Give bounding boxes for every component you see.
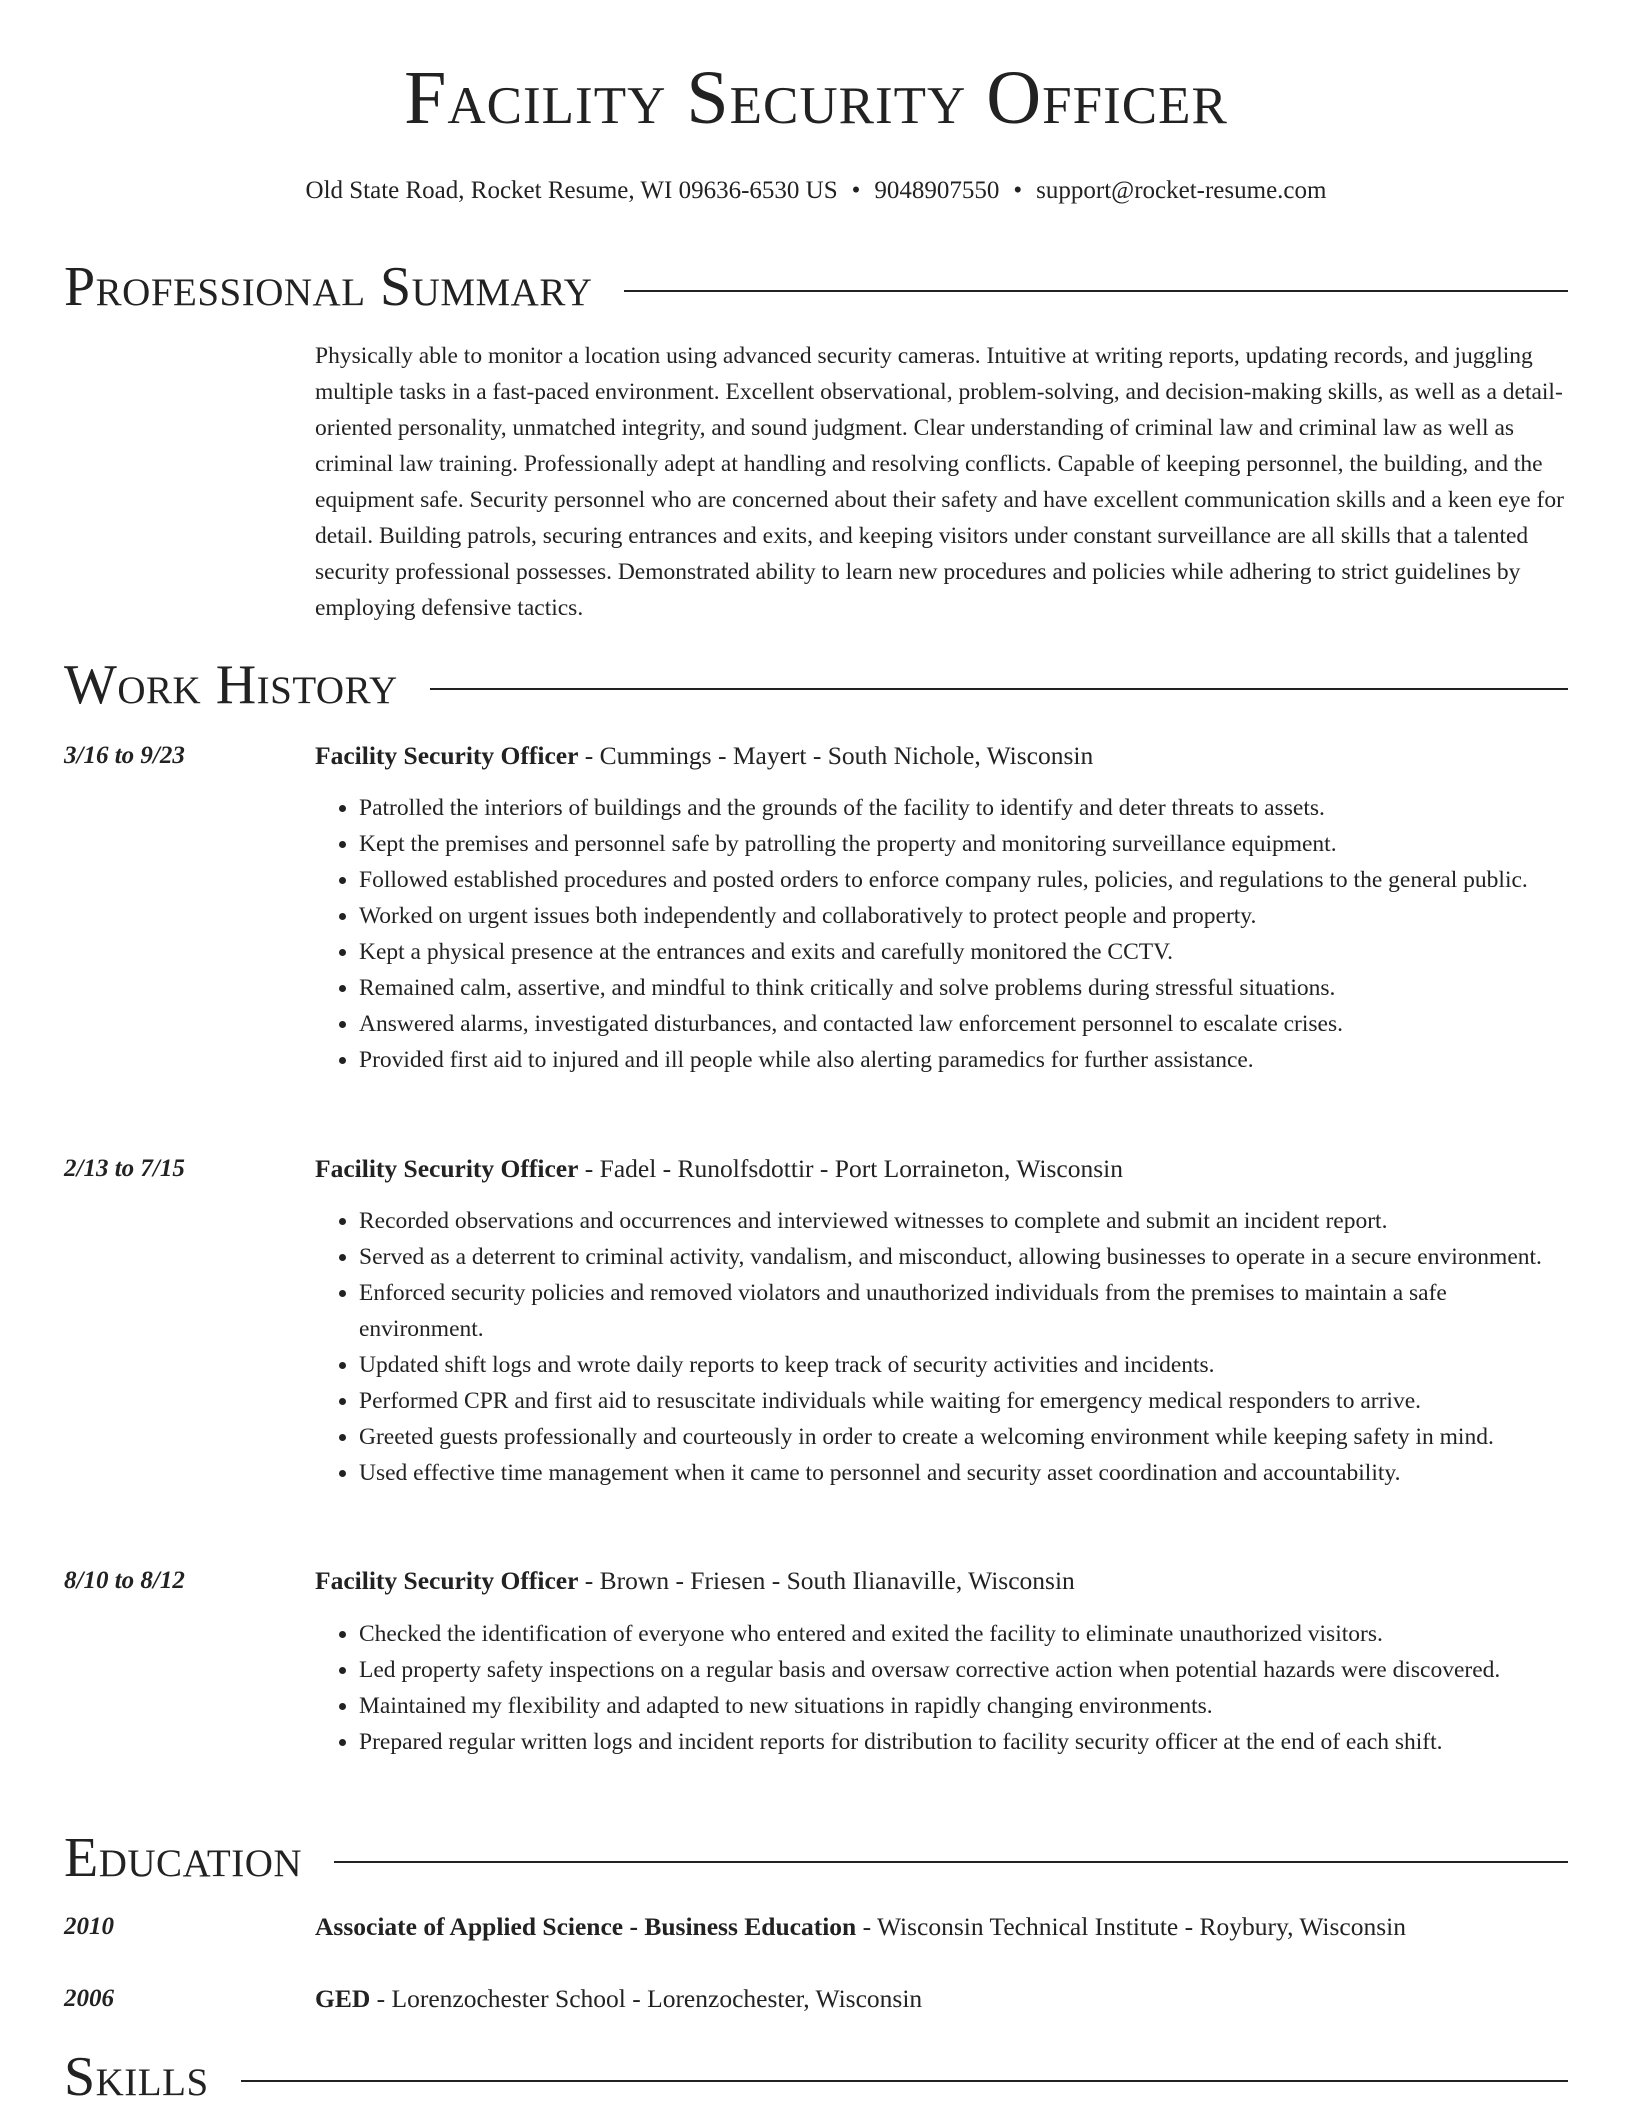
education-entry	[64, 1909, 1570, 1949]
section-title-education: Education	[64, 1827, 303, 1889]
job-bullet: • Followed established procedures and posted orders to enforce company rules, policies, and regulations to the general public.	[359, 862, 1570, 898]
contact-email: support@rocket-resume.com	[1036, 177, 1327, 204]
job-heading	[315, 738, 1570, 774]
education-school: - Wisconsin Technical Institute - Roybury, Wisconsin	[856, 1912, 1406, 1941]
job-heading	[315, 1563, 1570, 1599]
job-bullet: • Recorded observations and occurrences and interviewed witnesses to complete and submit an incident report.	[359, 1203, 1570, 1239]
job-bullet: • Patrolled the interiors of buildings and the grounds of the facility to identify and deter threats to assets.	[359, 790, 1570, 826]
section-divider	[430, 688, 1568, 690]
education-year: 2006	[64, 1985, 114, 2012]
job-bullet: • Provided first aid to injured and ill people while also alerting paramedics for further assistance.	[359, 1042, 1570, 1078]
education-degree: Associate of Applied Science - Business Education	[315, 1912, 857, 1941]
job-title: Facility Security Officer	[315, 1566, 579, 1595]
section-title-work-history: Work History	[64, 654, 398, 716]
job-bullet: • Worked on urgent issues both independently and collaboratively to protect people and property.	[359, 898, 1570, 934]
section-header-education	[64, 1823, 1568, 1893]
section-header-skills	[64, 2042, 1568, 2112]
candidate-name: Facility Security Officer	[404, 56, 1228, 140]
job-title: Facility Security Officer	[315, 1154, 579, 1183]
contact-separator: •	[1013, 177, 1023, 204]
job-bullet: • Kept a physical presence at the entrances and exits and carefully monitored the CCTV.	[359, 934, 1570, 970]
contact-phone: 9048907550	[874, 177, 1000, 204]
section-divider	[624, 290, 1568, 292]
job-heading	[315, 1151, 1570, 1187]
job-dates: 8/10 to 8/12	[64, 1567, 185, 1594]
job-bullet: • Checked the identification of everyone who entered and exited the facility to eliminate unauthorized visitors.	[359, 1616, 1570, 1652]
contact-line	[0, 176, 1632, 206]
education-heading	[315, 1909, 1570, 1945]
job-bullet: • Remained calm, assertive, and mindful to think critically and solve problems during stressful situations.	[359, 970, 1570, 1006]
job-bullet: • Kept the premises and personnel safe by patrolling the property and monitoring surveillance equipment.	[359, 826, 1570, 862]
job-bullet: • Answered alarms, investigated disturbances, and contacted law enforcement personnel to escalate crises.	[359, 1006, 1570, 1042]
education-year: 2010	[64, 1913, 114, 1940]
job-employer: - Fadel - Runolfsdottir - Port Lorraineton, Wisconsin	[578, 1154, 1123, 1183]
job-employer: - Cummings - Mayert - South Nichole, Wisconsin	[578, 741, 1094, 770]
education-school: - Lorenzochester School - Lorenzochester, Wisconsin	[370, 1984, 923, 2013]
job-employer: - Brown - Friesen - South Ilianaville, Wisconsin	[578, 1566, 1075, 1595]
job-dates: 2/13 to 7/15	[64, 1155, 185, 1182]
job-bullet: • Greeted guests professionally and courteously in order to create a welcoming environment while keeping safety in mind.	[359, 1419, 1570, 1455]
section-divider	[241, 2080, 1568, 2082]
contact-separator: •	[851, 177, 861, 204]
job-bullet-list	[315, 1203, 1570, 1491]
job-bullet-list	[315, 790, 1570, 1078]
job-bullet: • Prepared regular written logs and incident reports for distribution to facility security officer at the end of each shift.	[359, 1724, 1570, 1760]
job-bullet-list	[315, 1616, 1570, 1760]
job-dates: 3/16 to 9/23	[64, 742, 185, 769]
education-entry	[64, 1981, 1570, 2021]
section-header-work-history	[64, 650, 1568, 720]
job-bullet: • Served as a deterrent to criminal activity, vandalism, and misconduct, allowing businesses to operate in a secure environment.	[359, 1239, 1570, 1275]
job-bullet: • Maintained my flexibility and adapted to new situations in rapidly changing environments.	[359, 1688, 1570, 1724]
section-title-skills: Skills	[64, 2046, 209, 2108]
job-bullet: • Enforced security policies and removed violators and unauthorized individuals from the premises to maintain a safe environment.	[359, 1275, 1570, 1347]
job-bullet: • Performed CPR and first aid to resuscitate individuals while waiting for emergency medical responders to arrive.	[359, 1383, 1570, 1419]
summary-paragraph: Physically able to monitor a location using advanced security cameras. Intuitive at writing reports, updating records, and juggling multiple tasks in a fast-paced environment. Excellent observational, problem-solving, and decision-making skills, as well as a detail-oriented personality, unmatched integrity, and sound judgment. Clear understanding of criminal law and criminal law as well as criminal law training. Professionally adept at handling and resolving conflicts. Capable of keeping personnel, the building, and the equipment safe. Security personnel who are concerned about their safety and have excellent communication skills and a keen eye for detail. Building patrols, securing entrances and exits, and keeping visitors under constant surveillance are all skills that a talented security professional possesses. Demonstrated ability to learn new procedures and policies while adhering to strict guidelines by employing defensive tactics.	[315, 343, 1564, 621]
job-bullet: • Led property safety inspections on a regular basis and oversaw corrective action when potential hazards were discovered.	[359, 1652, 1570, 1688]
contact-address: Old State Road, Rocket Resume, WI 09636-6530 US	[305, 177, 838, 204]
section-divider	[334, 1861, 1568, 1863]
job-bullet: • Used effective time management when it came to personnel and security asset coordination and accountability.	[359, 1455, 1570, 1491]
education-degree: GED	[315, 1984, 371, 2013]
section-title-summary: Professional Summary	[64, 256, 593, 318]
job-bullet: • Updated shift logs and wrote daily reports to keep track of security activities and incidents.	[359, 1347, 1570, 1383]
education-heading	[315, 1981, 1570, 2017]
job-title: Facility Security Officer	[315, 741, 579, 770]
section-header-summary	[64, 252, 1568, 322]
